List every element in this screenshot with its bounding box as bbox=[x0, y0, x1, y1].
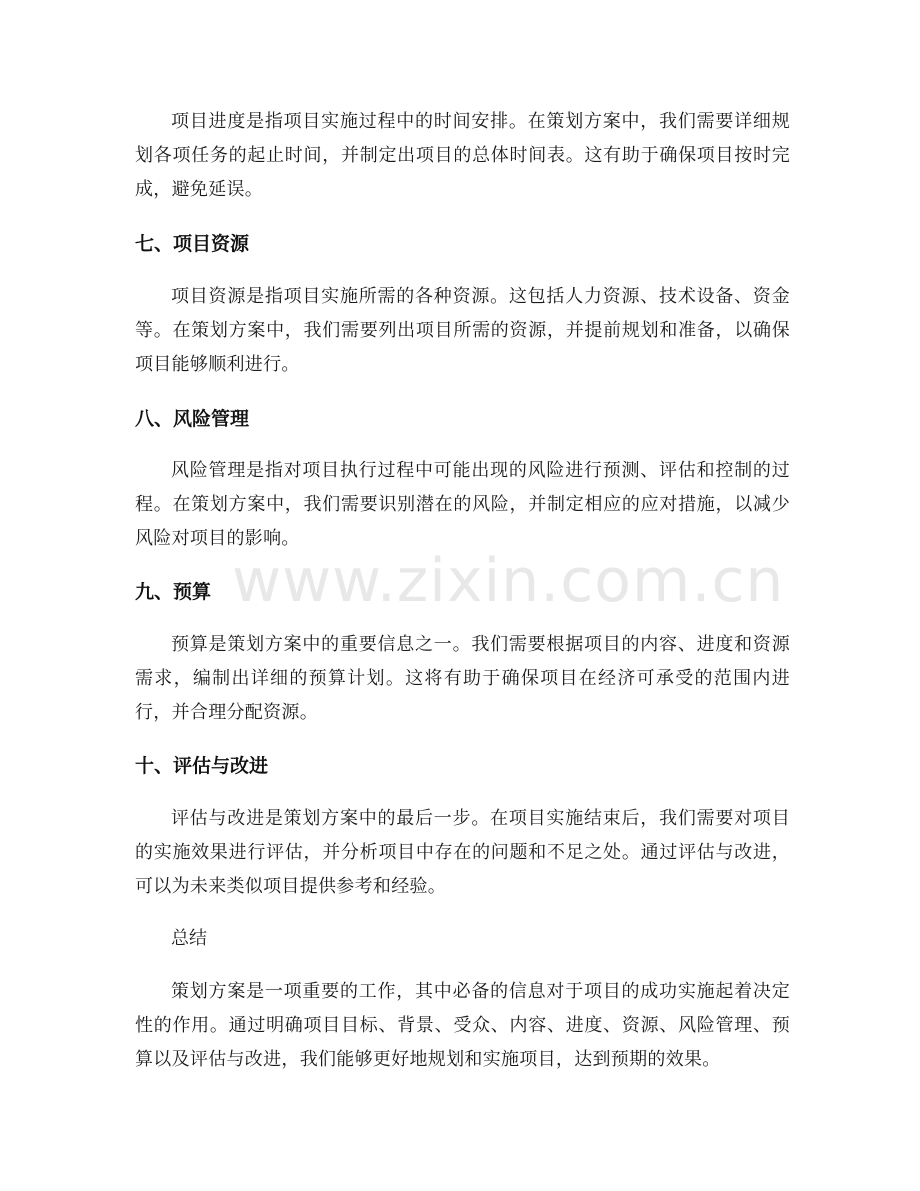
paragraph-risk: 风险管理是指对项目执行过程中可能出现的风险进行预测、评估和控制的过程。在策划方案中，我们需要识别潜在的风险，并制定相应的应对措施，以减少风险对项目的影响。 bbox=[135, 460, 790, 549]
paragraph-evaluation: 评估与改进是策划方案中的最后一步。在项目实施结束后，我们需要对项目的实施效果进行评估，并分析项目中存在的问题和不足之处。通过评估与改进，可以为未来类似项目提供参考和经验。 bbox=[135, 808, 790, 897]
heading-resources: 七、项目资源 bbox=[135, 233, 250, 255]
paragraph-schedule: 项目进度是指项目实施过程中的时间安排。在策划方案中，我们需要详细规划各项任务的起止时间，并制定出项目的总体时间表。这有助于确保项目按时完成，避免延误。 bbox=[135, 111, 790, 200]
paragraph-budget: 预算是策划方案中的重要信息之一。我们需要根据项目的内容、进度和资源需求，编制出详细的预算计划。这将有助于确保项目在经济可承受的范围内进行，并合理分配资源。 bbox=[135, 634, 790, 723]
paragraph-conclusion: 策划方案是一项重要的工作，其中必备的信息对于项目的成功实施起着决定性的作用。通过明确项目目标、背景、受众、内容、进度、资源、风险管理、预算以及评估与改进，我们能够更好地规划和实施项目，达到预期的效果。 bbox=[135, 981, 790, 1070]
heading-evaluation: 十、评估与改进 bbox=[135, 755, 269, 777]
heading-risk: 八、风险管理 bbox=[135, 408, 250, 430]
watermark-text: www.zixin.com.cn bbox=[232, 546, 785, 616]
paragraph-resources: 项目资源是指项目实施所需的各种资源。这包括人力资源、技术设备、资金等。在策划方案中，我们需要列出项目所需的资源，并提前规划和准备，以确保项目能够顺利进行。 bbox=[135, 286, 790, 375]
summary-label: 总结 bbox=[171, 928, 207, 949]
heading-budget: 九、预算 bbox=[135, 581, 212, 603]
